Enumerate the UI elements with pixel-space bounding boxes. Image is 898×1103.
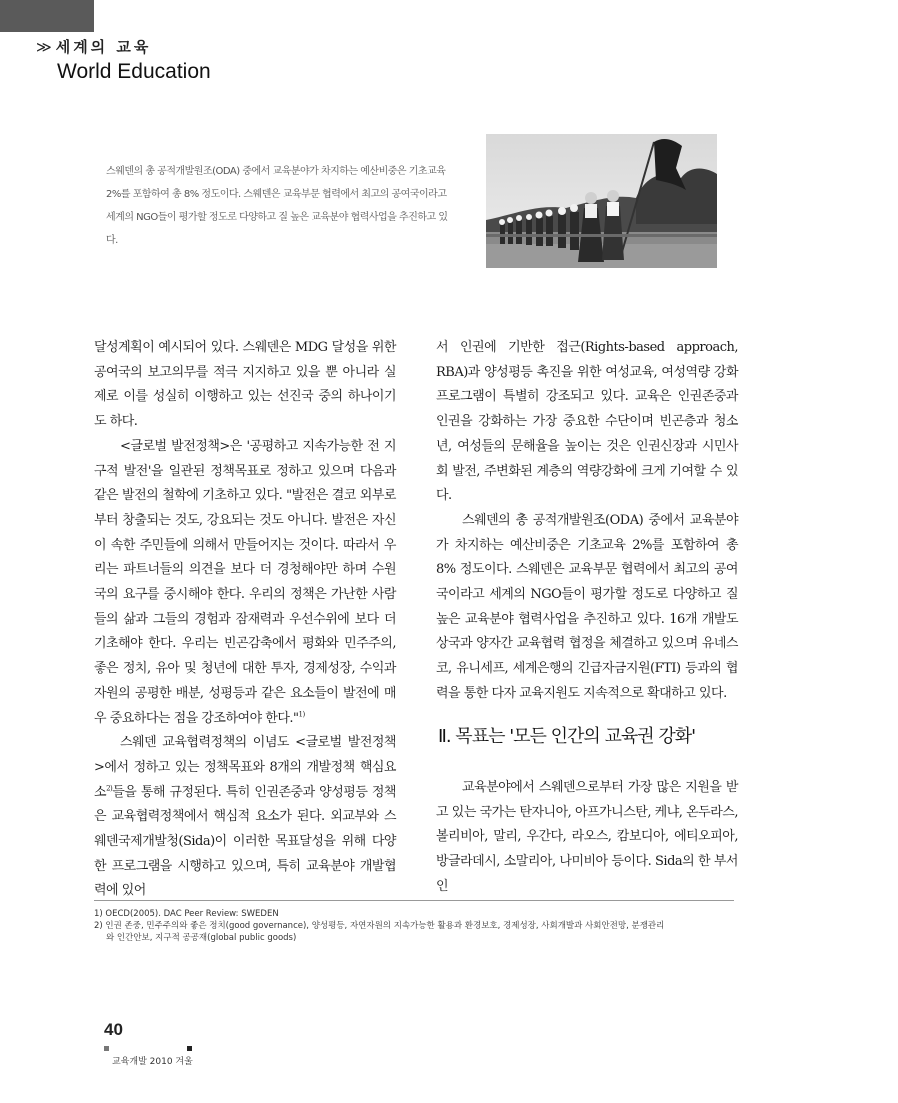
header-corner-block — [0, 0, 94, 32]
section-title: World Education — [57, 60, 211, 83]
footnote-divider — [94, 900, 734, 901]
left-paragraph-3b: 들을 통해 규정된다. 특히 인권존중과 양성평등 정책은 교육협력정책에서 핵심적 요소가 된다. 외교부와 스웨덴국제개발청(Sida)이 이러한 목표달성을 위해 다양한 프로그램을 시행하고 있으며, 특히 교육분야 개발협력에 있어 — [94, 784, 396, 899]
section-label-text: 세계의 교육 — [55, 38, 152, 56]
left-paragraph-1: 달성계획이 예시되어 있다. 스웨덴은 MDG 달성을 위한 공여국의 보고의무를 적극 지지하고 있을 뿐 아니라 실제로 이를 성실히 이행하고 있는 선진국 중의 하나이기도 하다. — [94, 340, 396, 430]
left-paragraph-2-text: <글로벌 발전정책>은 '공평하고 지속가능한 전 지구적 발전'을 일관된 정책목표로 정하고 있으며 다음과 같은 발전의 철학에 기초하고 있다. "발전은 결코 외부로부터 창출되는 것도, 강요되는 것도 아니다. 발전은 자신이 속한 주민들에 의해서 만들어지는 것이다. 따라서 우리는 파트너들의 의견을 보다 더 경청해야만 하며 수원국의 요구를 중시해야 한다. 우리의 정책은 가난한 사람들의 삶과 그들의 경험과 잠재력과 우선수위에 보다 더 기초해야 한다. 우리는 빈곤감축에서 평화와 민주주의, 좋은 정치, 유아 및 청년에 대한 투자, 경제성장, 수익과 자원의 공평한 배분, 성평등과 같은 요소들이 발전에 매우 중요하다는 점을 강조하여야 한다." — [94, 438, 396, 726]
footnote-ref-1: 1) — [298, 710, 305, 719]
parade-photo — [486, 134, 717, 268]
photo-caption: 스웨덴의 총 공적개발원조(ODA) 중에서 교육분야가 차지하는 예산비중은 기초교육 2%를 포함하여 총 8% 정도이다. 스웨덴은 교육부문 협력에서 최고의 공여국이라고 세계의 NGO들이 평가할 정도로 다양하고 질 높은 교육분야 협력사업을 추진하고 있다. — [106, 166, 448, 246]
right-paragraph-2: 스웨덴의 총 공적개발원조(ODA) 중에서 교육분야가 차지하는 예산비중은 기초교육 2%를 포함하여 총 8% 정도이다. 스웨덴은 교육부문 협력에서 최고의 공여국이라고 세계의 NGO들이 평가할 정도로 다양하고 질 높은 교육분야 협력사업을 추진하고 있다. 16개 개발도상국과 양자간 교육협력 협정을 체결하고 있으며 유네스코, 유니세프, 세계은행의 긴급자금지원(FTI) 등과의 협력을 통한 다자 교육지원도 지속적으로 확대하고 있다. — [436, 512, 738, 701]
footnote-1: 1) OECD(2005). DAC Peer Review: SWEDEN — [94, 909, 279, 919]
section-label — [36, 36, 151, 57]
right-paragraph-1: 서 인권에 기반한 접근(Rights-based approach, RBA)과 양성평등 촉진을 위한 여성교육, 여성역량 강화 프로그램이 특별히 강조되고 있다. 교육은 인권존중과 인권을 강화하는 가장 중요한 수단이며 빈곤층과 청소년, 여성들의 문해율을 높이는 것은 인권신장과 시민사회 발전, 주변화된 계층의 역량강화에 크게 기여할 수 있다. — [436, 340, 738, 504]
right-column — [436, 336, 738, 707]
chevron-icon: ≫ — [36, 38, 52, 56]
page-number: 40 — [104, 1020, 123, 1039]
left-column — [94, 336, 396, 904]
left-paragraph-2 — [94, 435, 396, 731]
right-paragraph-3: 교육분야에서 스웨덴으로부터 가장 많은 지원을 받고 있는 국가는 탄자니아, 아프가니스탄, 케냐, 온두라스, 볼리비아, 말리, 우간다, 라오스, 캄보디아, 에티오피아, 방글라데시, 소말리아, 나미비아 등이다. Sida의 한 부서인 — [436, 780, 738, 894]
journal-name: 교육개발 2010 겨울 — [112, 1057, 193, 1067]
footnote-2-continued: 와 인간안보, 지구적 공공재(global public goods) — [106, 933, 297, 943]
left-paragraph-3a: 스웨덴 교육협력정책의 이념도 <글로벌 발전정책>에서 정하고 있는 정책목표와 8개의 개발정책 핵심요소 — [94, 735, 396, 800]
right-column-lower — [436, 776, 738, 900]
left-paragraph-3 — [94, 731, 396, 904]
footnotes — [94, 908, 744, 944]
footnote-ref-2: 2) — [106, 784, 113, 793]
footer-square-icon — [104, 1046, 109, 1051]
section-heading: Ⅱ. 목표는 '모든 인간의 교육권 강화' — [438, 726, 696, 747]
footnote-2: 2) 인권 존중, 민주주의와 좋은 정치(good governance), 양성평등, 자연자원의 지속가능한 활용과 환경보호, 경제성장, 사회개발과 사회안전망, 분쟁관리 — [94, 921, 665, 931]
footer-square-icon-dark — [187, 1046, 192, 1051]
